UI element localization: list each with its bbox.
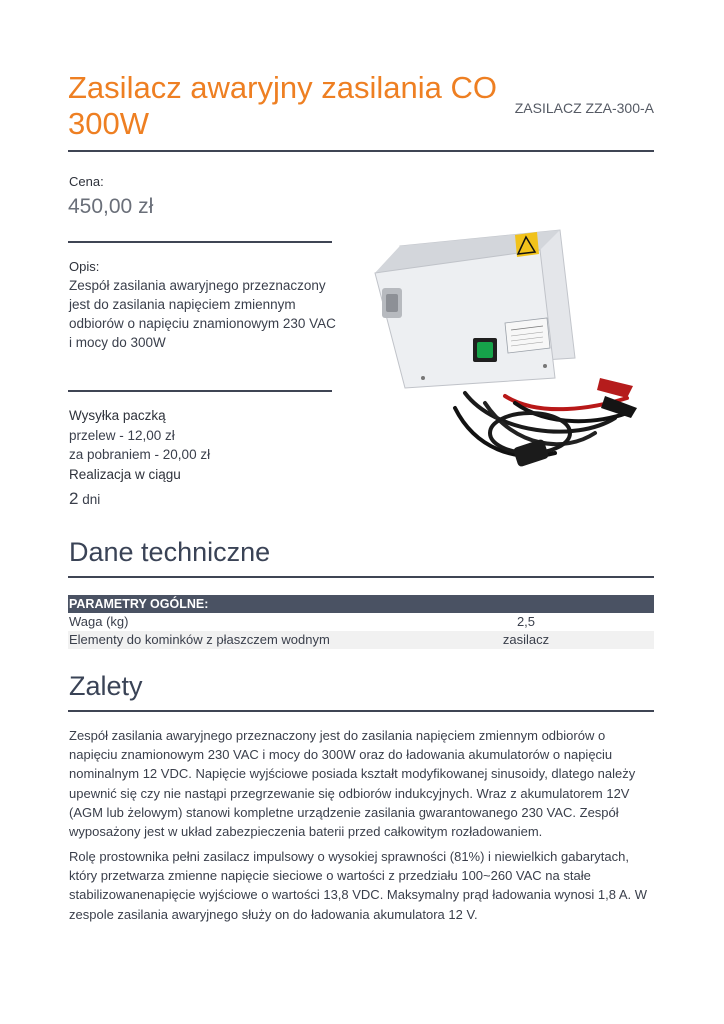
- realization-label: Realizacja w ciągu: [69, 467, 181, 482]
- realization-days: [69, 489, 100, 509]
- description-label: Opis:: [69, 259, 100, 274]
- price-value: 450,00 zł: [68, 195, 154, 218]
- table-header: PARAMETRY OGÓLNE:: [68, 595, 654, 613]
- days-unit: dni: [82, 492, 101, 507]
- product-title: Zasilacz awaryjny zasilania CO 300W: [68, 70, 497, 141]
- table-row: [68, 631, 654, 649]
- tech-section-title: Dane techniczne: [69, 537, 271, 567]
- table-row: [68, 613, 654, 631]
- battery-clamp-icon: [597, 378, 637, 418]
- description-divider: [68, 390, 332, 392]
- row-value: zasilacz: [502, 632, 550, 647]
- shipping-cod: za pobraniem - 20,00 zł: [69, 447, 211, 462]
- power-plug-icon: [513, 439, 550, 468]
- advantages-paragraph-1: Zespół zasilania awaryjnego przeznaczony jest do zasilania napięciem zmiennym odbiorów o napięciu znamionowym 230 VAC i mocy do 300W oraz do ładowania akumulatorów o napięciu nominalnym 12 VDC. Napięcie wyjściowe posiada kształt modyfikowanej sinusoidy, dlatego należy upewnić się czy nie nastąpi przegrzewanie się odbiorów indukcyjnych. Wraz z akumulatorem 12V (AGM lub żelowym) stanowi kompletne urządzenie zasilania gwarantowanego 230 VAC. Zespół wyposażony jest w układ zabezpieczenia baterii przed całkowitym rozładowaniem.: [69, 728, 636, 840]
- days-number: 2: [69, 489, 79, 508]
- row-value: 2,5: [516, 614, 536, 629]
- product-code: ZASILACZ ZZA-300-A: [514, 100, 654, 116]
- device-box-icon: [375, 230, 575, 388]
- header-divider: [68, 150, 654, 152]
- row-name: Waga (kg): [69, 614, 129, 629]
- row-name: Elementy do kominków z płaszczem wodnym: [69, 632, 330, 647]
- shipping-transfer: przelew - 12,00 zł: [69, 428, 175, 443]
- advantages-section-title: Zalety: [69, 671, 143, 701]
- shipping-label: Wysyłka paczką: [69, 408, 166, 423]
- price-label: Cena:: [69, 174, 104, 189]
- tech-table: [68, 595, 654, 649]
- product-image: [365, 218, 655, 478]
- tech-divider: [68, 576, 654, 578]
- advantages-divider: [68, 710, 654, 712]
- description-text: Zespół zasilania awaryjnego przeznaczony jest do zasilania napięciem zmiennym odbiorów o napięciu znamionowym 230 VAC i mocy do 300W: [69, 278, 336, 350]
- advantages-paragraph-2: Rolę prostownika pełni zasilacz impulsowy o wysokiej sprawności (81%) i niewielkich gabarytach, który przetwarza zmienne napięcie sieciowe o wartości z przedziału 100~260 VAC na stałe stabilizowanenapięcie wyjściowe o wartości 13,8 VDC. Maksymalny prąd ładowania wynosi 1,8 A. W zespole zasilania awaryjnego służy on do ładowania akumulatora 12 V.: [69, 849, 648, 922]
- price-divider: [68, 241, 332, 243]
